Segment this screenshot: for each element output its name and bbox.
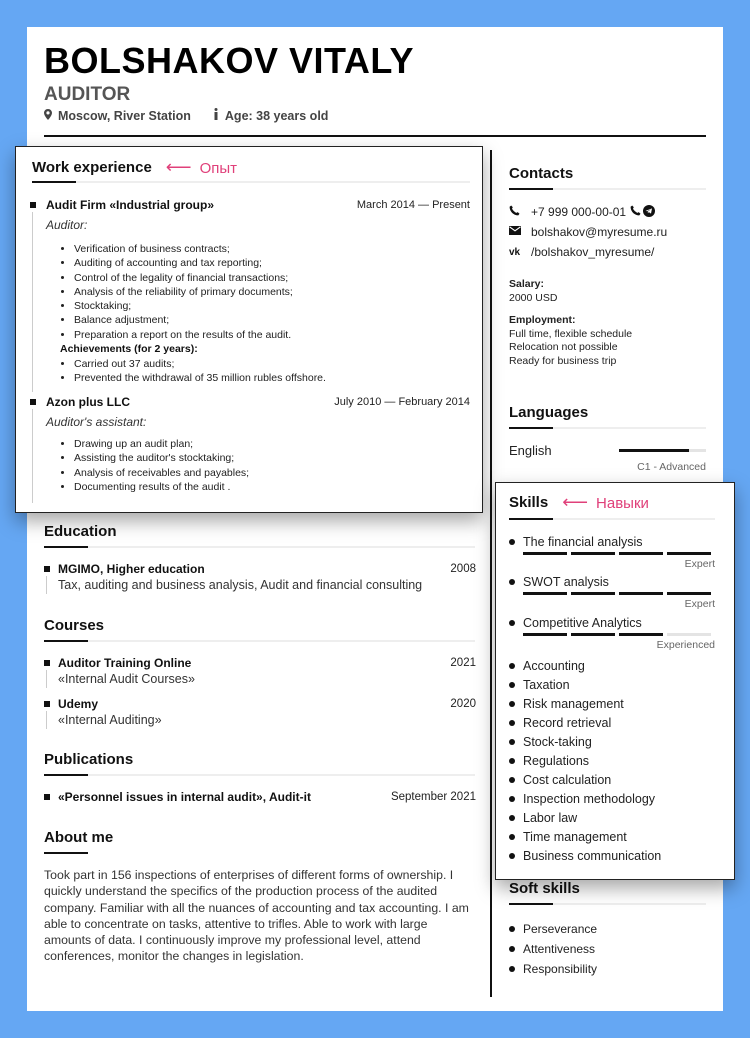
skill-bars: [523, 592, 717, 595]
duty-item: • Auditing of accounting and tax reporting;: [74, 256, 293, 270]
telegram-icon: [643, 205, 655, 220]
skill-list: [509, 656, 717, 865]
duty-item: • Preparation a report on the results of the audit.: [74, 328, 293, 342]
soft-skill-item: Attentiveness: [509, 939, 706, 959]
job-company: Audit Firm «Industrial group»: [46, 198, 215, 212]
achievement-item: • Carried out 37 audits;: [74, 357, 326, 371]
bullet-dot: [509, 539, 515, 545]
bullet-square: [44, 566, 50, 572]
rated-skill: [509, 532, 717, 572]
candidate-title: AUDITOR: [44, 84, 131, 105]
skills-annotation: ⟵ Навыки: [562, 492, 649, 512]
courses-section: [44, 617, 475, 642]
soft-skills-title: Soft skills: [509, 880, 580, 897]
left-arrow-icon: ⟵: [562, 492, 589, 512]
email-text: bolshakov@myresume.ru: [531, 225, 668, 239]
bullet-square: [44, 701, 50, 707]
job-position: Auditor's assistant:: [46, 415, 147, 429]
rated-skill: [509, 572, 717, 613]
section-rule: [44, 640, 475, 642]
skills-header: [509, 492, 649, 513]
work-title: Work experience: [32, 159, 152, 176]
work-experience-highlight: [15, 146, 483, 513]
location-pin-icon: [44, 109, 52, 123]
course-desc: «Internal Auditing»: [58, 713, 162, 727]
bullet-square: [30, 202, 36, 208]
employment-label: Employment:: [509, 314, 576, 327]
contacts-title: Contacts: [509, 165, 574, 182]
job-dates: March 2014 — Present: [356, 199, 470, 211]
age-text: Age: 38 years old: [224, 108, 329, 123]
job-position: Auditor:: [46, 218, 88, 232]
language-level: C1 - Advanced: [637, 461, 706, 473]
courses-title: Courses: [44, 617, 105, 634]
bullet-dot: [509, 815, 515, 821]
bullet-square: [30, 399, 36, 405]
salary-label: Salary:: [509, 278, 545, 290]
envelope-icon: [509, 226, 531, 238]
about-section: [44, 829, 475, 854]
education-school: MGIMO, Higher education: [58, 562, 205, 576]
skill-bar-segment: [523, 552, 567, 555]
skill-item: Inspection methodology: [509, 789, 717, 808]
phone-icon: [509, 205, 531, 219]
skill-level: Expert: [684, 558, 715, 570]
header-divider: [44, 135, 706, 137]
duty-item: • Analysis of the reliability of primary documents;: [74, 285, 293, 299]
section-rule: [32, 181, 470, 183]
viber-icon: [630, 205, 641, 219]
phone-number: +7 999 000-00-01: [531, 205, 627, 219]
skill-item: Record retrieval: [509, 713, 717, 732]
achievements-title: Achievements (for 2 years):: [60, 343, 198, 355]
achievements-list: [62, 357, 326, 386]
skill-bar-segment: [571, 552, 615, 555]
location-text: Moscow, River Station: [58, 108, 191, 123]
about-title: About me: [44, 829, 114, 846]
duty-item: • Verification of business contracts;: [74, 242, 293, 256]
duty-item: • Assisting the auditor's stocktaking;: [74, 451, 249, 465]
bullet-square: [44, 794, 50, 800]
skill-item: Labor law: [509, 808, 717, 827]
bullet-dot: [509, 926, 515, 932]
timeline-line: [46, 576, 47, 594]
soft-skill-item: Responsibility: [509, 959, 706, 979]
contact-vk[interactable]: [509, 242, 706, 262]
skill-bar-segment: [523, 592, 567, 595]
skill-bar-segment: [619, 592, 663, 595]
skill-item: Risk management: [509, 694, 717, 713]
timeline-line: [46, 711, 47, 729]
bullet-dot: [509, 663, 515, 669]
publications-section: [44, 751, 475, 776]
publication-entry: [44, 790, 476, 808]
skill-bar-segment: [619, 633, 663, 636]
bullet-dot: [509, 777, 515, 783]
skill-bar-segment: [571, 592, 615, 595]
education-field: Tax, auditing and business analysis, Audit and financial consulting: [58, 578, 423, 592]
bullet-dot: [509, 966, 515, 972]
rated-skills: [509, 532, 717, 865]
course-name: Auditor Training Online: [58, 656, 192, 670]
duty-item: • Drawing up an audit plan;: [74, 437, 249, 451]
bullet-dot: [509, 739, 515, 745]
bullet-dot: [509, 834, 515, 840]
timeline-line: [32, 409, 33, 503]
bullet-dot: [509, 701, 515, 707]
language-item: [509, 441, 706, 481]
about-text: Took part in 156 inspections of enterprises of different forms of ownership. I quickly understand the specifics of the production process of the audited company. Familiar with all the nuances of accounting and tax accounting. I am able to concentrate on tasks, attentive to trifles. Able to work with large amounts of data. I continuously improve my professional level, attend conferences, monitor the changes in legislation.: [44, 868, 469, 964]
skill-item: Accounting: [509, 656, 717, 675]
bullet-dot: [509, 579, 515, 585]
employment-block: [509, 314, 706, 368]
skill-bar-segment: [571, 633, 615, 636]
languages-section: [509, 404, 706, 481]
skill-bar-segment: [667, 633, 711, 636]
skill-bars: [523, 633, 717, 636]
skill-name: SWOT analysis: [509, 572, 717, 591]
soft-skills-section: [509, 880, 706, 979]
bullet-dot: [509, 620, 515, 626]
section-rule: [509, 518, 715, 520]
contacts-section: [509, 165, 706, 369]
employment-line: Relocation not possible: [509, 341, 618, 354]
work-header: [32, 157, 237, 178]
employment-line: Ready for business trip: [509, 354, 617, 367]
course-name: Udemy: [58, 697, 99, 711]
education-entry: [44, 562, 476, 594]
skills-title: Skills: [509, 494, 549, 511]
skill-item: Business communication: [509, 846, 717, 865]
job-company: Azon plus LLC: [46, 395, 130, 409]
contact-email[interactable]: [509, 222, 706, 242]
duty-item: • Balance adjustment;: [74, 313, 293, 327]
column-divider: [490, 150, 492, 997]
publication-date: September 2021: [390, 791, 476, 803]
rated-skill: [509, 613, 717, 656]
contact-phone[interactable]: [509, 202, 706, 222]
section-rule: [509, 427, 706, 429]
bullet-dot: [509, 682, 515, 688]
language-bar-fill: [619, 449, 689, 452]
header-meta: [44, 108, 328, 123]
education-year: 2008: [450, 563, 476, 575]
work-annotation: ⟵ Опыт: [165, 157, 238, 177]
skill-bar-segment: [619, 552, 663, 555]
section-rule: [509, 903, 706, 905]
job-duties: [62, 242, 293, 342]
duty-item: • Stocktaking;: [74, 299, 293, 313]
bullet-dot: [509, 853, 515, 859]
course-year: 2020: [450, 698, 476, 710]
candidate-name: BOLSHAKOV VITALY: [44, 40, 415, 81]
language-name: English: [509, 443, 552, 458]
left-arrow-icon: ⟵: [165, 157, 192, 177]
skill-name: Competitive Analytics: [509, 613, 717, 632]
bullet-dot: [509, 946, 515, 952]
skill-item: Time management: [509, 827, 717, 846]
duty-item: • Analysis of receivables and payables;: [74, 466, 249, 480]
skill-item: Cost calculation: [509, 770, 717, 789]
course-entry: [44, 697, 476, 729]
publications-title: Publications: [44, 751, 134, 768]
skill-item: Regulations: [509, 751, 717, 770]
course-entry: [44, 656, 476, 688]
timeline-line: [32, 212, 33, 392]
skill-level: Experienced: [656, 639, 715, 651]
job-dates: July 2010 — February 2014: [334, 396, 470, 408]
section-rule: [44, 546, 475, 548]
skills-highlight: [495, 482, 735, 880]
languages-title: Languages: [509, 404, 589, 421]
bullet-square: [44, 660, 50, 666]
bullet-dot: [509, 758, 515, 764]
education-title: Education: [44, 523, 117, 540]
skill-item: Taxation: [509, 675, 717, 694]
skill-bar-segment: [523, 633, 567, 636]
publication-name: «Personnel issues in internal audit», Audit-it: [58, 790, 311, 804]
education-section: [44, 523, 475, 548]
skill-item: Stock-taking: [509, 732, 717, 751]
bullet-dot: [509, 720, 515, 726]
vk-icon: vk: [509, 246, 521, 258]
job-duties: [62, 437, 249, 494]
skill-bars: [523, 552, 717, 555]
salary-value: 2000 USD: [509, 291, 558, 304]
language-bar-track: [619, 449, 706, 452]
skill-bar-segment: [667, 552, 711, 555]
timeline-line: [46, 670, 47, 688]
section-rule: [509, 188, 706, 190]
section-rule: [44, 774, 475, 776]
skill-bar-segment: [667, 592, 711, 595]
employment-line: Full time, flexible schedule: [509, 327, 633, 340]
achievement-item: • Prevented the withdrawal of 35 million rubles offshore.: [74, 371, 326, 385]
soft-skill-item: Perseverance: [509, 919, 706, 939]
skill-name: The financial analysis: [509, 532, 717, 551]
bullet-dot: [509, 796, 515, 802]
skill-level: Expert: [684, 598, 715, 610]
vk-text: /bolshakov_myresume/: [531, 245, 655, 259]
section-rule: [44, 852, 475, 854]
duty-item: • Control of the legality of financial transactions;: [74, 271, 293, 285]
duty-item: • Documenting results of the audit .: [74, 480, 249, 494]
course-year: 2021: [450, 657, 476, 669]
info-icon: [213, 108, 219, 123]
course-desc: «Internal Audit Courses»: [58, 672, 195, 686]
salary-block: [509, 278, 706, 305]
